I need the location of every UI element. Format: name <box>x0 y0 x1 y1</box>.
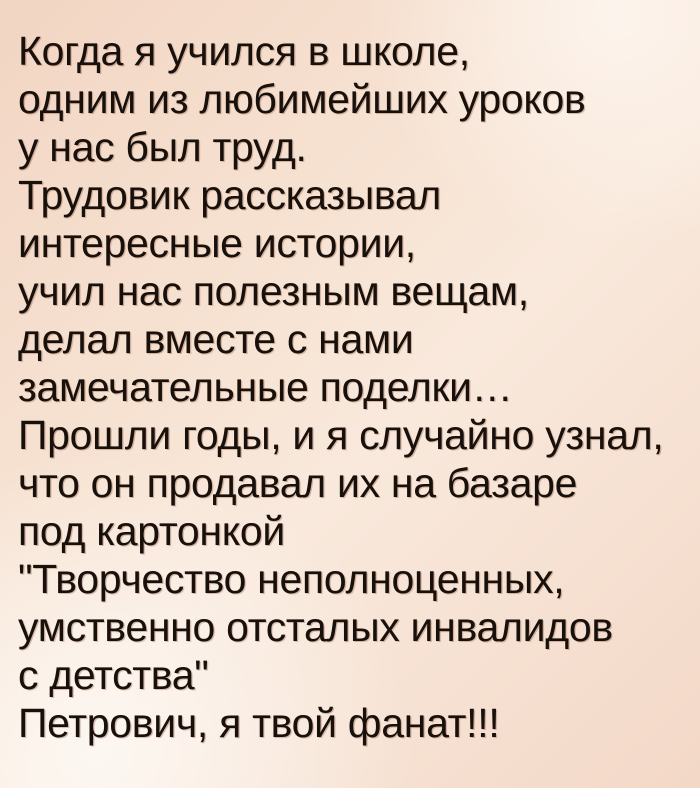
text-line: умственно отсталых инвалидов <box>18 604 613 650</box>
text-line: одним из любимейших уроков <box>18 76 586 122</box>
text-line: учил нас полезным вещам, <box>18 268 529 314</box>
text-line: Когда я учился в школе, <box>18 28 470 74</box>
text-line: под картонкой <box>18 508 285 554</box>
text-line: замечательные поделки… <box>18 364 513 410</box>
text-line: что он продавал их на базаре <box>18 460 578 506</box>
text-line: "Творчество неполноценных, <box>18 556 565 602</box>
text-line: интересные истории, <box>18 220 416 266</box>
text-line: Прошли годы, и я случайно узнал, <box>18 412 664 458</box>
text-line: Трудовик рассказывал <box>18 172 442 218</box>
text-line: у нас был труд. <box>18 124 307 170</box>
text-line: с детства" <box>18 652 209 698</box>
text-line: Петрович, я твой фанат!!! <box>18 700 500 746</box>
text-line: делал вместе с нами <box>18 316 414 362</box>
meme-text-block <box>18 27 696 747</box>
